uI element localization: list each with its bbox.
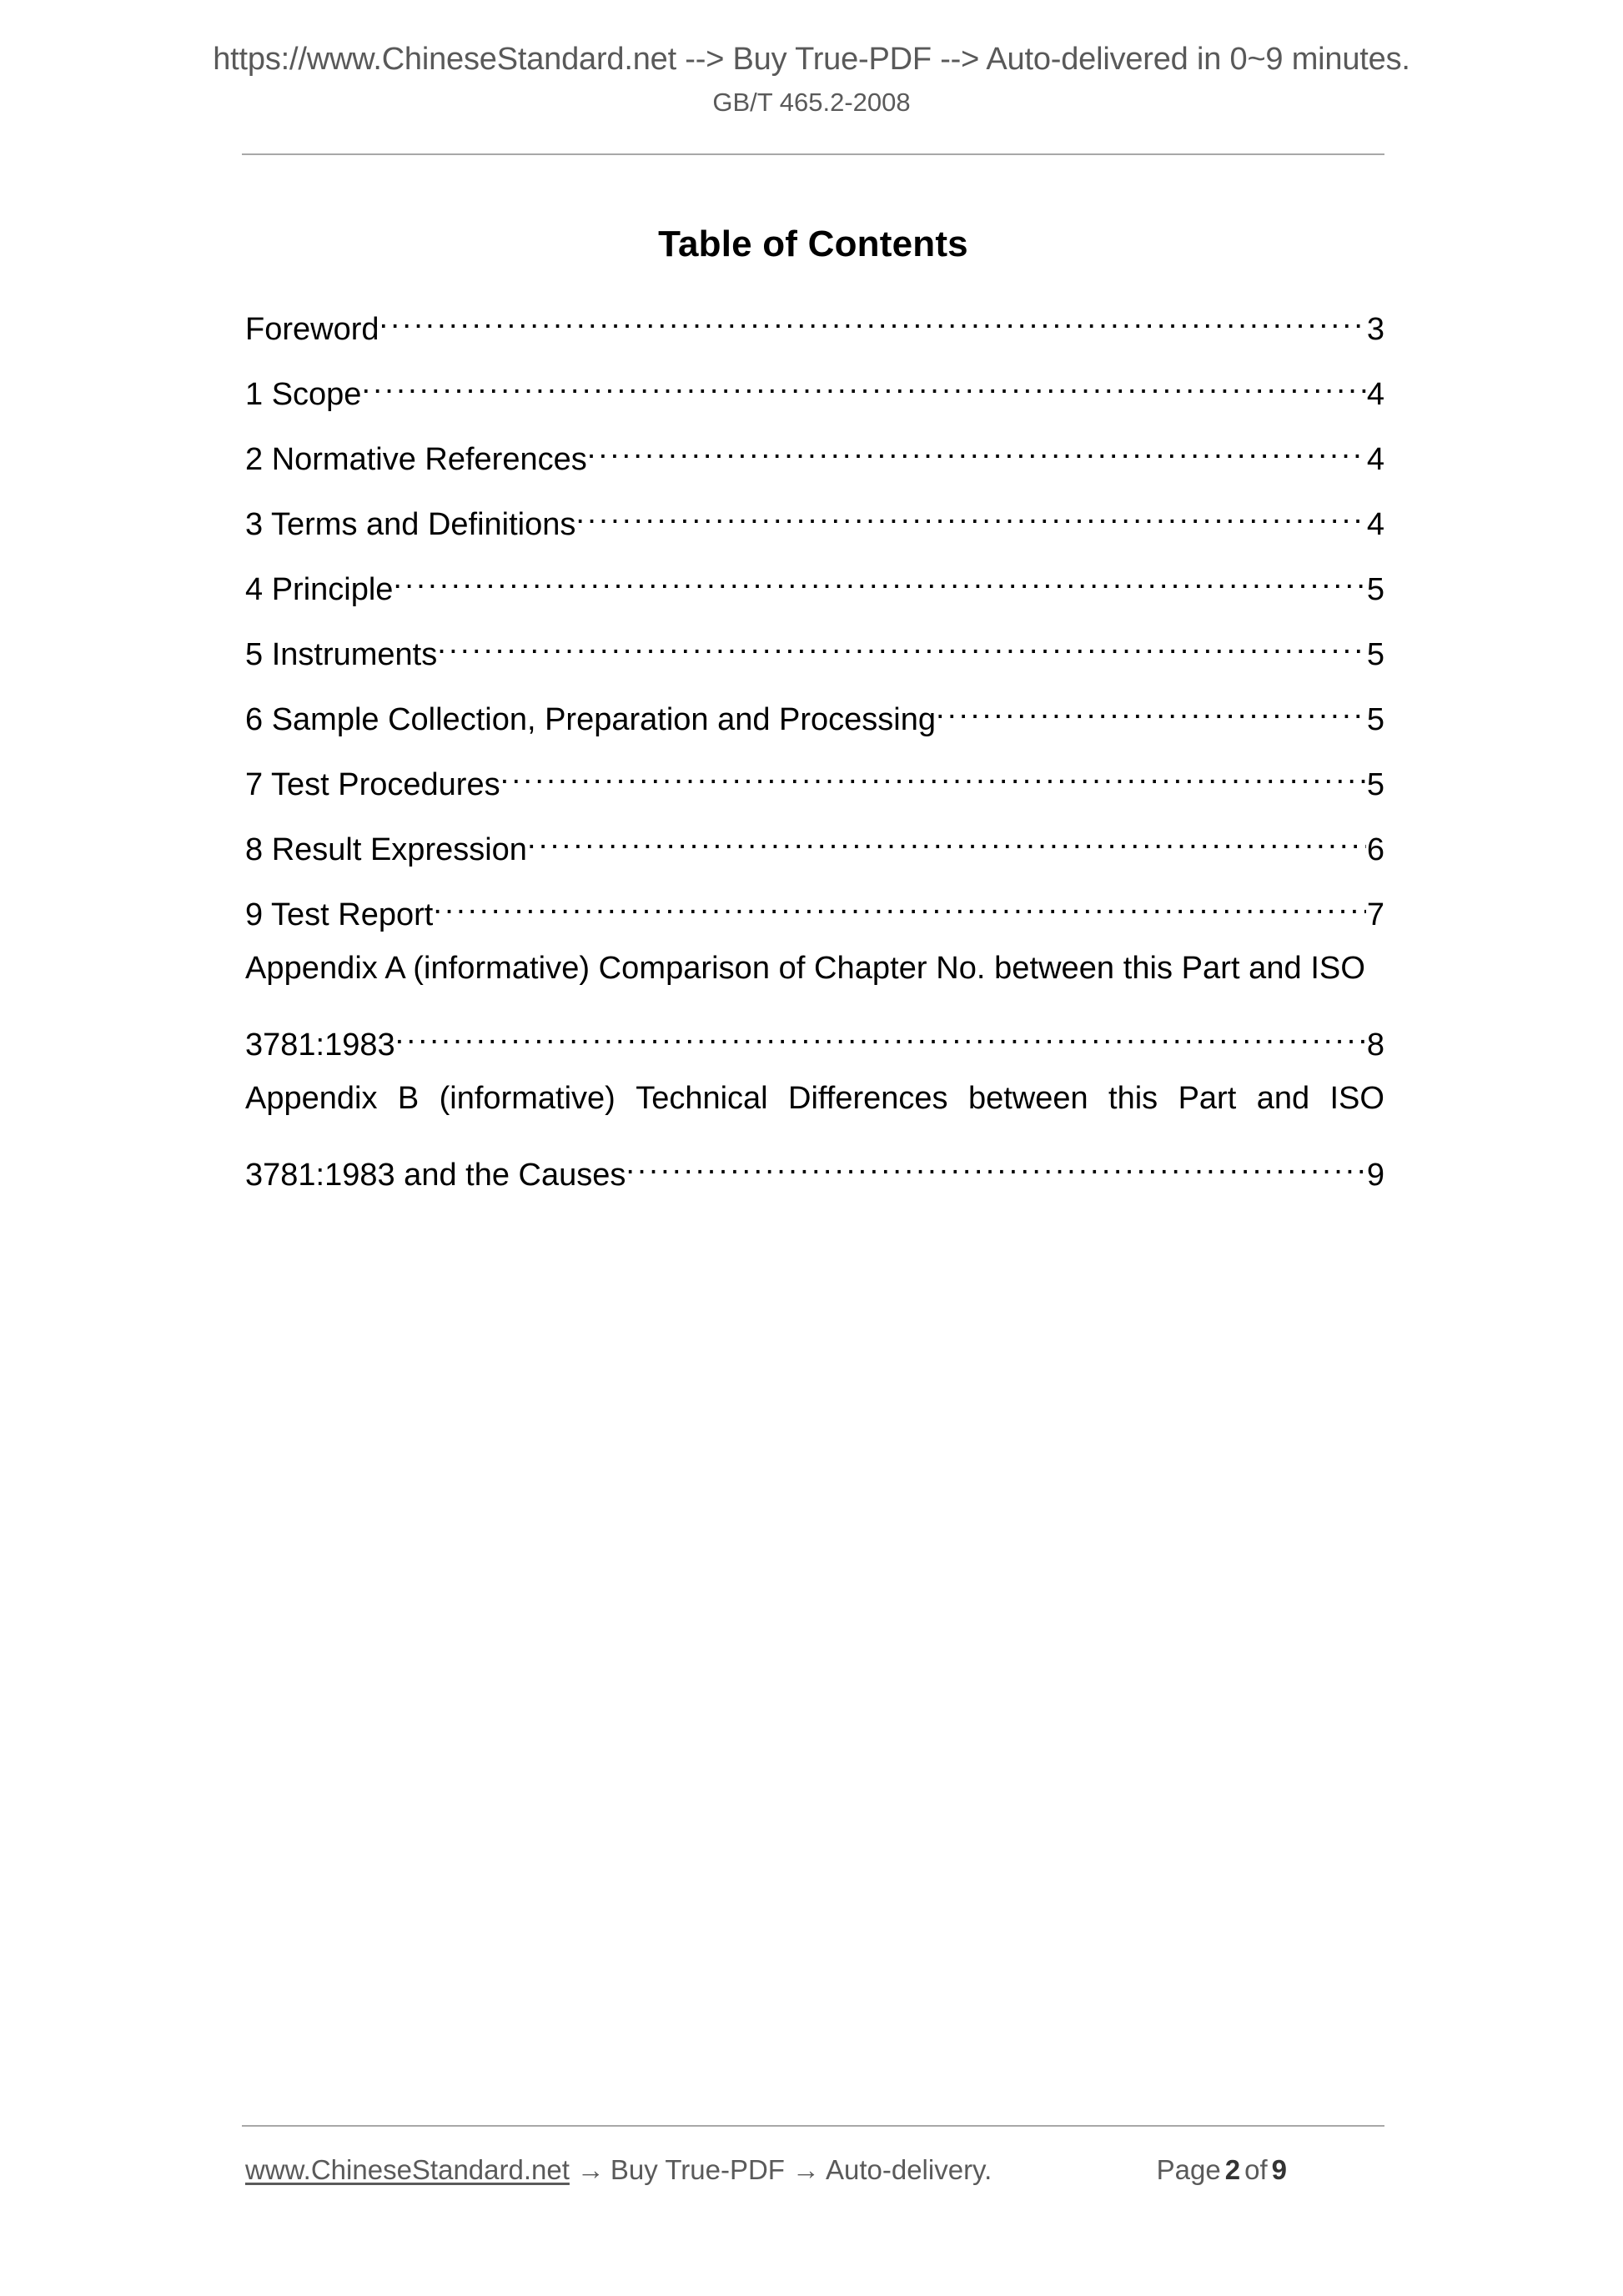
toc-entry-sample-collection[interactable] [245,686,1384,751]
toc-entry-page: 4 [1366,507,1384,542]
toc-entry-label: 3 Terms and Definitions [245,507,576,542]
toc-entry-scope[interactable] [245,361,1384,426]
promo-banner: https://www.ChineseStandard.net --> Buy True-PDF --> Auto-delivered in 0~9 minutes. [213,42,1410,77]
toc-entry-label: 7 Test Procedures [245,767,500,802]
toc-word: Technical [636,1081,768,1116]
toc-entry-normative-references[interactable] [245,426,1384,491]
toc-entry-appendix-a[interactable] [245,947,1384,1077]
toc-entry-label: 5 Instruments [245,637,438,672]
page-footer [245,2152,1388,2188]
toc-entry-label: 6 Sample Collection, Preparation and Processing [245,702,937,737]
toc-entry-label: Foreword [245,312,379,347]
toc-word: ISO [1329,1081,1384,1116]
toc-entry-label: 9 Test Report [245,897,434,932]
toc-word: and [1256,1081,1310,1116]
toc-entry-label: 2 Normative References [245,442,587,477]
page-title: Table of Contents [658,224,968,264]
toc-leader-dots [575,491,1365,535]
toc-leader-dots [361,361,1365,404]
toc-entry-page: 9 [1366,1158,1384,1193]
page-indicator [1157,2152,1388,2188]
toc-leader-dots [626,1142,1365,1185]
toc-entry-label: 1 Scope [245,377,362,412]
toc-word: B [397,1081,420,1116]
toc-leader-dots [379,296,1366,339]
page-label: Page [1156,2154,1221,2185]
current-page-number: 2 [1224,2154,1241,2185]
toc-word: between [967,1081,1088,1116]
toc-entry-page: 8 [1366,1027,1384,1063]
toc-leader-dots [433,882,1366,925]
footer-segment-delivery: Auto-delivery. [825,2154,992,2185]
toc-entry-page: 5 [1366,572,1384,607]
toc-leader-dots [936,686,1366,730]
toc-entry-label-line2: 3781:1983 and the Causes [245,1158,626,1193]
toc-entry-test-procedures[interactable] [245,751,1384,816]
toc-entry-appendix-b[interactable] [245,1077,1384,1207]
toc-entry-label-line1 [245,1077,1384,1142]
toc-leader-dots [393,556,1365,600]
arrow-right-icon: → [576,2154,605,2185]
toc-word: Part [1178,1081,1237,1116]
toc-entry-terms-and-definitions[interactable] [245,491,1384,556]
toc-entry-page: 4 [1366,377,1384,412]
total-page-number: 9 [1271,2154,1287,2185]
arrow-right-icon: → [791,2154,820,2185]
toc-entry-page: 4 [1366,442,1384,477]
toc-leader-dots [527,816,1366,860]
toc-entry-page: 5 [1366,767,1384,802]
toc-entry-label-line2: 3781:1983 [245,1027,395,1063]
toc-entry-label: 4 Principle [245,572,394,607]
toc-leader-dots [395,1012,1366,1055]
toc-word: Differences [788,1081,948,1116]
toc-leader-dots [437,621,1366,665]
footer-divider [242,2125,1384,2127]
page-header [0,43,1623,115]
footer-site-link[interactable]: www.ChineseStandard.net [245,2154,570,2185]
standard-number: GB/T 465.2-2008 [712,88,911,117]
table-of-contents [245,296,1384,1207]
toc-word: (informative) [439,1081,616,1116]
toc-entry-label-line1: Appendix A (informative) Comparison of Chapter No. between this Part and ISO [245,951,1365,986]
toc-entry-page: 5 [1366,702,1384,737]
toc-entry-principle[interactable] [245,556,1384,621]
toc-entry-instruments[interactable] [245,621,1384,686]
toc-entry-page: 3 [1366,312,1384,347]
toc-word: this [1108,1081,1158,1116]
toc-leader-dots [587,426,1366,470]
toc-entry-result-expression[interactable] [245,816,1384,882]
toc-entry-page: 7 [1366,897,1384,932]
toc-leader-dots [500,751,1366,795]
toc-entry-test-report[interactable] [245,882,1384,947]
footer-segment-buy: Buy True-PDF [610,2154,785,2185]
toc-entry-label: 8 Result Expression [245,832,527,867]
toc-entry-foreword[interactable] [245,296,1384,361]
header-divider [242,153,1384,155]
toc-entry-page: 5 [1366,637,1384,672]
of-label: of [1244,2154,1268,2185]
toc-word: Appendix [245,1081,378,1116]
toc-entry-page: 6 [1366,832,1384,867]
